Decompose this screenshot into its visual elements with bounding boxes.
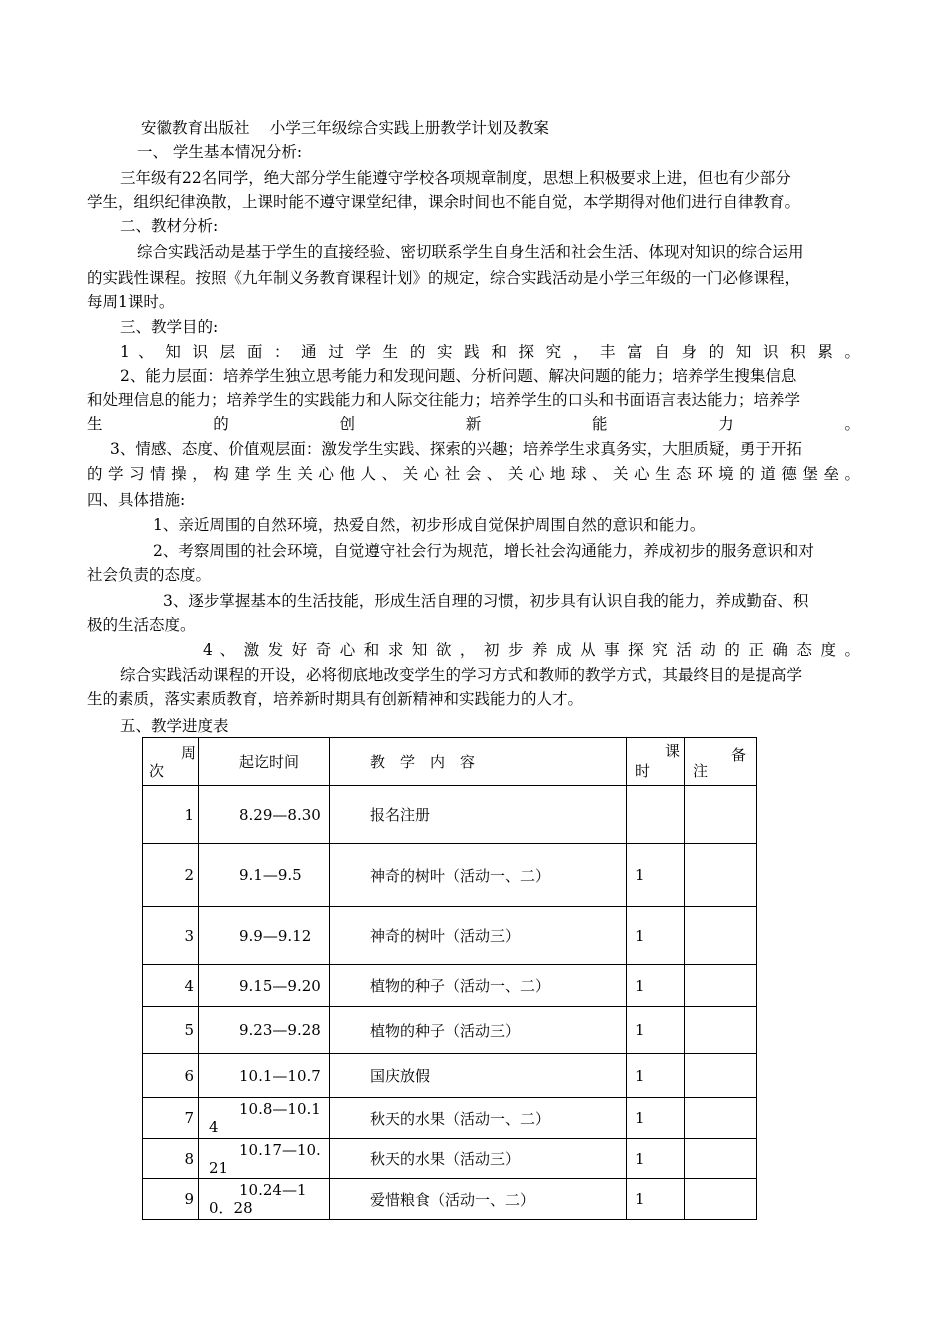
- table-row: [143, 1007, 757, 1054]
- cell-content: 植物的种子（活动三）: [330, 1007, 627, 1054]
- cell-note: [685, 1054, 757, 1098]
- cell-week: 4: [143, 965, 199, 1007]
- header-hours-2: 时: [635, 762, 651, 780]
- text-line: 四、具体措施:: [87, 491, 186, 509]
- cell-note: [685, 1179, 757, 1220]
- cell-date: 10.24—10．28: [199, 1179, 330, 1220]
- text-line: 综合实践活动是基于学生的直接经验、密切联系学生自身生活和社会生活、体现对知识的综合运用: [137, 243, 804, 261]
- cell-note: [685, 1139, 757, 1179]
- cell-content: 秋天的水果（活动三）: [330, 1139, 627, 1179]
- table-row: [143, 786, 757, 844]
- cell-content: 国庆放假: [330, 1054, 627, 1098]
- table-row: [143, 1139, 757, 1179]
- cell-date: 10.17—10.21: [199, 1139, 330, 1179]
- text-line: 2、能力层面：培养学生独立思考能力和发现问题、分析问题、解决问题的能力；培养学生搜集信息: [120, 367, 797, 385]
- text-line: 三、教学目的:: [120, 318, 219, 336]
- cell-hours: 1: [627, 1007, 685, 1054]
- cell-note: [685, 786, 757, 844]
- table-row: [143, 1054, 757, 1098]
- cell-week: 8: [143, 1139, 199, 1179]
- header-date: 起讫时间: [199, 738, 330, 786]
- text-line: 二、教材分析:: [120, 217, 219, 235]
- cell-week: 1: [143, 786, 199, 844]
- text-line: 1、亲近周围的自然环境，热爱自然，初步形成自觉保护周围自然的意识和能力。: [153, 516, 706, 534]
- table-row: [143, 844, 757, 907]
- cell-hours: 1: [627, 965, 685, 1007]
- cell-content: 植物的种子（活动一、二）: [330, 965, 627, 1007]
- text-line: 一、 学生基本情况分析:: [137, 143, 303, 161]
- text-line: 1 、 知 识 层 面 ： 通 过 学 生 的 实 践 和 探 究 ， 丰 富 自 身 的 知 识 积 累 。: [120, 343, 860, 361]
- cell-hours: 1: [627, 1054, 685, 1098]
- cell-content: 报名注册: [330, 786, 627, 844]
- text-line: 生的素质，落实素质教育，培养新时期具有创新精神和实践能力的人才。: [87, 690, 584, 708]
- text-line: 综合实践活动课程的开设，必将彻底地改变学生的学习方式和教师的教学方式，其最终目的是提高学: [120, 666, 803, 684]
- text-line: 2、考察周围的社会环境，自觉遵守社会行为规范，增长社会沟通能力，养成初步的服务意识和对: [153, 542, 814, 560]
- cell-date: 9.1—9.5: [199, 844, 330, 907]
- table-header: [143, 738, 757, 786]
- cell-hours: 1: [627, 907, 685, 965]
- text-line: 4 、 激 发 好 奇 心 和 求 知 欲 ， 初 步 养 成 从 事 探 究 活 动 的 正 确 态 度 。: [203, 641, 860, 659]
- header-content: 教 学 内 容: [330, 738, 627, 786]
- cell-week: 6: [143, 1054, 199, 1098]
- cell-note: [685, 907, 757, 965]
- cell-hours: 1: [627, 1179, 685, 1220]
- text-line: 极的生活态度。: [87, 616, 196, 634]
- text-line: 的实践性课程。按照《九年制义务教育课程计划》的规定，综合实践活动是小学三年级的一门必修课程，: [87, 269, 801, 287]
- cell-week: 9: [143, 1179, 199, 1220]
- text-line: 生 的 创 新 能 力 。: [87, 415, 860, 433]
- cell-hours: 1: [627, 1098, 685, 1139]
- cell-note: [685, 965, 757, 1007]
- text-line: 学生，组织纪律涣散，上课时能不遵守课堂纪律，课余时间也不能自觉，本学期得对他们进行自律教育。: [87, 193, 801, 211]
- table-row: [143, 907, 757, 965]
- cell-content: 爱惜粮食（活动一、二）: [330, 1179, 627, 1220]
- table-row: [143, 1098, 757, 1139]
- text-line: 每周1课时。: [87, 293, 175, 311]
- cell-hours: 1: [627, 1139, 685, 1179]
- cell-date: 9.15—9.20: [199, 965, 330, 1007]
- cell-note: [685, 1098, 757, 1139]
- text-line: 3、情感、态度、价值观层面：激发学生实践、探索的兴趣；培养学生求真务实，大胆质疑，勇于开拓: [110, 440, 802, 458]
- text-line: 和处理信息的能力；培养学生的实践能力和人际交往能力；培养学生的口头和书面语言表达能力；培养学: [87, 391, 801, 409]
- table-row: [143, 965, 757, 1007]
- cell-week: 7: [143, 1098, 199, 1139]
- header-week: 周: [180, 744, 196, 762]
- text-line: 五、教学进度表: [120, 717, 229, 735]
- cell-note: [685, 1007, 757, 1054]
- schedule-table: [142, 737, 757, 1220]
- document-title: 安徽教育出版社 小学三年级综合实践上册教学计划及教案: [141, 119, 549, 137]
- text-line: 的学习情操，构建学生关心他人、关心社会、关心地球、关心生态环境的道德堡垒。: [87, 465, 860, 483]
- text-line: 社会负责的态度。: [87, 566, 212, 584]
- cell-note: [685, 844, 757, 907]
- text-line: 三年级有22名同学，绝大部分学生能遵守学校各项规章制度，思想上积极要求上进，但也有少部分: [120, 169, 791, 187]
- header-note-2: 注: [693, 762, 709, 780]
- cell-date: 9.9—9.12: [199, 907, 330, 965]
- cell-content: 秋天的水果（活动一、二）: [330, 1098, 627, 1139]
- cell-content: 神奇的树叶（活动三）: [330, 907, 627, 965]
- cell-date: 10.1—10.7: [199, 1054, 330, 1098]
- cell-date: 10.8—10.14: [199, 1098, 330, 1139]
- cell-hours: 1: [627, 844, 685, 907]
- cell-content: 神奇的树叶（活动一、二）: [330, 844, 627, 907]
- cell-date: 9.23—9.28: [199, 1007, 330, 1054]
- cell-week: 3: [143, 907, 199, 965]
- text-line: 3、逐步掌握基本的生活技能，形成生活自理的习惯，初步具有认识自我的能力，养成勤奋、积: [163, 592, 809, 610]
- header-note: 备: [730, 746, 746, 764]
- cell-date: 8.29—8.30: [199, 786, 330, 844]
- header-hours: 课: [664, 742, 680, 760]
- cell-week: 5: [143, 1007, 199, 1054]
- header-week-2: 次: [149, 762, 165, 780]
- table-row: [143, 1179, 757, 1220]
- cell-week: 2: [143, 844, 199, 907]
- cell-hours: [627, 786, 685, 844]
